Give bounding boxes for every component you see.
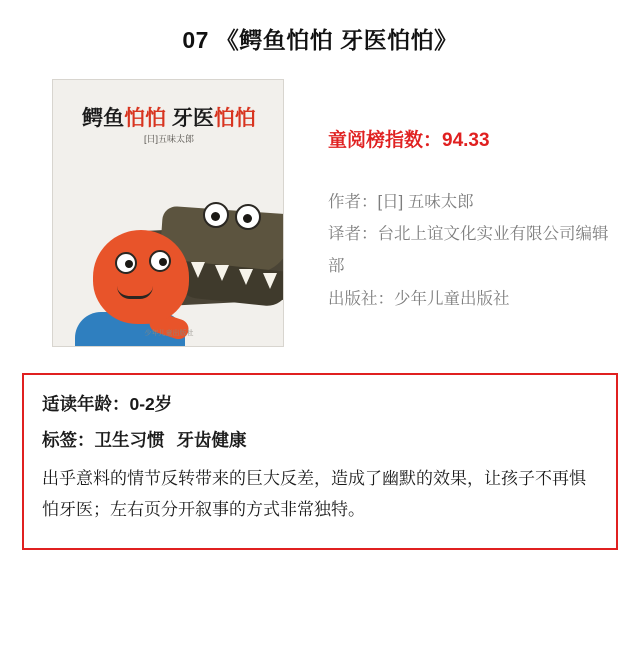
age-range-label: 适读年龄： (42, 394, 130, 414)
index-score-value: 94.33 (442, 130, 490, 151)
tags-label: 标签： (42, 430, 95, 450)
translator-value: 台北上谊文化实业有限公司编辑部 (328, 225, 609, 276)
dentist-head-shape (93, 230, 189, 324)
book-cover-image (52, 79, 284, 347)
meta-row-translator (328, 218, 612, 282)
index-score-line (328, 125, 612, 152)
cover-subtitle-text: [日]五味太郎 (143, 134, 194, 144)
index-score-label: 童阅榜指数： (328, 130, 443, 151)
page-title: 07 《鳄鱼怕怕 牙医怕怕》 (182, 27, 458, 53)
translator-label: 译者： (328, 225, 378, 244)
crocodile-tooth-icon (215, 265, 229, 281)
cover-publisher-mark: 少年儿童出版社 (144, 330, 194, 337)
meta-row-author (328, 186, 612, 218)
book-summary-box (22, 373, 618, 550)
book-content-row (0, 65, 640, 347)
book-description: 出乎意料的情节反转带来的巨大反差，造成了幽默的效果，让孩子不再惧怕牙医；左右页分开叙事的方式非常独特。 (42, 469, 586, 520)
crocodile-tooth-icon (263, 273, 277, 289)
book-info-panel (284, 79, 612, 347)
book-meta-list (328, 186, 612, 315)
crocodile-tooth-icon (191, 262, 205, 278)
cover-title-text (53, 102, 284, 132)
meta-row-publisher (328, 283, 612, 315)
tag-hygiene: 卫生习惯 (94, 430, 165, 450)
cover-title-part1: 鳄鱼 (82, 107, 125, 130)
author-value: [日] 五味太郎 (377, 193, 474, 211)
tag-dental-health: 牙齿健康 (176, 430, 247, 450)
cover-title-part3: 牙医 (171, 107, 214, 130)
crocodile-tooth-icon (239, 269, 253, 285)
crocodile-pupil-left (211, 212, 220, 221)
author-label: 作者： (328, 193, 378, 211)
publisher-label: 出版社： (328, 289, 394, 308)
age-range-line (42, 391, 598, 416)
crocodile-pupil-right (243, 214, 252, 223)
publisher-value: 少年儿童出版社 (394, 289, 510, 308)
age-range-value: 0-2岁 (129, 394, 173, 414)
dentist-pupil-left (125, 260, 133, 268)
book-cover-wrapper (52, 79, 284, 347)
cover-title-part4: 怕怕 (213, 107, 256, 130)
dentist-pupil-right (159, 258, 167, 266)
cover-title-part2: 怕怕 (124, 107, 167, 130)
tags-line (42, 427, 598, 452)
